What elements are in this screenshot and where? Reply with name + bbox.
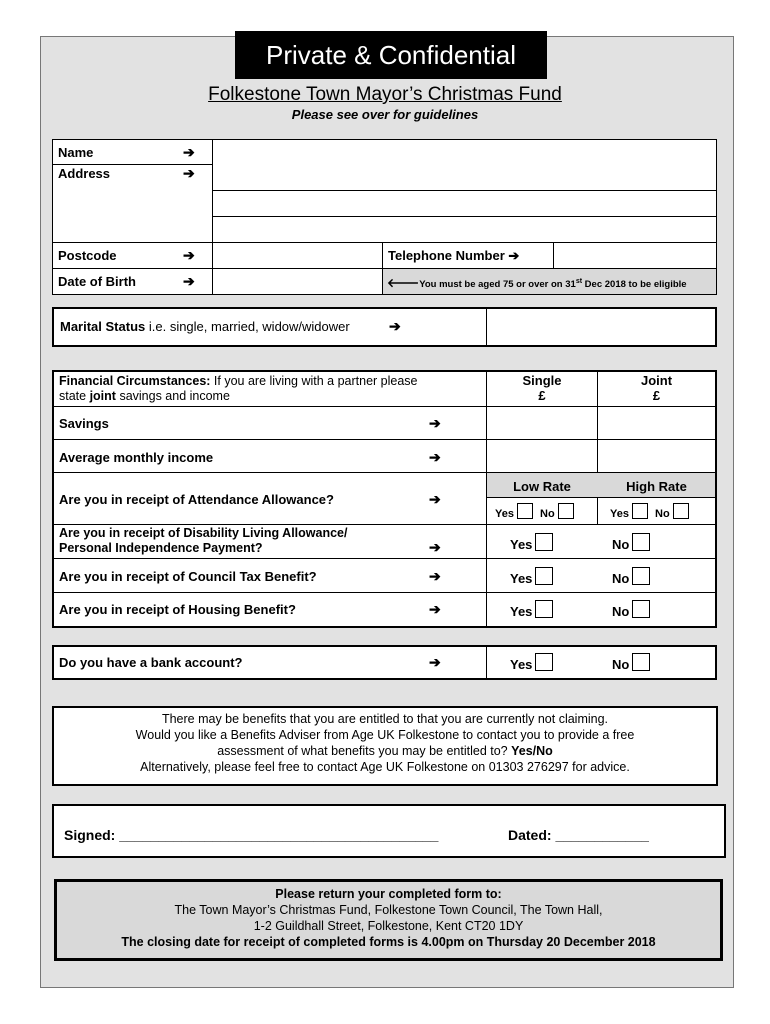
income-label: Average monthly income bbox=[59, 450, 214, 465]
income-single-field[interactable] bbox=[488, 440, 596, 472]
confidential-banner: Private & Confidential bbox=[235, 31, 547, 79]
bank-arrow-icon: ➔ bbox=[429, 654, 441, 670]
guidelines-note: Please see over for guidelines bbox=[291, 107, 479, 122]
bank-yes-checkbox[interactable] bbox=[535, 653, 553, 671]
marital-status-label: Marital Status i.e. single, married, widow/widower bbox=[60, 319, 350, 334]
marital-status-field[interactable] bbox=[488, 310, 714, 344]
address-field-line-3[interactable] bbox=[213, 217, 716, 242]
housing-yes-checkbox[interactable] bbox=[535, 600, 553, 618]
savings-label: Savings bbox=[59, 416, 109, 431]
council-tax-label: Are you in receipt of Council Tax Benefit? bbox=[59, 569, 317, 584]
housing-no-checkbox[interactable] bbox=[632, 600, 650, 618]
address-label: Address bbox=[58, 166, 111, 181]
telephone-label: Telephone Number ➔ bbox=[388, 248, 520, 263]
attendance-low-no-checkbox[interactable] bbox=[558, 503, 574, 519]
council-tax-arrow-icon: ➔ bbox=[429, 568, 441, 584]
postcode-label: Postcode bbox=[58, 248, 117, 263]
dla-pip-label: Are you in receipt of Disability Living Allowance/ Personal Independence Payment? bbox=[59, 526, 348, 555]
dla-arrow-icon: ➔ bbox=[429, 539, 441, 555]
savings-joint-field[interactable] bbox=[599, 407, 714, 439]
single-column-header: Single £ bbox=[522, 373, 562, 403]
return-info-text: Please return your completed form to: The Town Mayor’s Christmas Fund, Folkestone Town Council, The Town Hall, 1-2 Guildhall Street, Folkestone, Kent CT20 1DY The closing date for receipt of completed forms is 4.00pm on Thursday 20 December 2018 bbox=[57, 886, 720, 950]
attendance-low-yes-checkbox[interactable] bbox=[517, 503, 533, 519]
council-tax-no-checkbox[interactable] bbox=[632, 567, 650, 585]
fund-title: Folkestone Town Mayor’s Christmas Fund bbox=[208, 84, 562, 105]
name-field[interactable] bbox=[213, 140, 716, 164]
address-field-line-1[interactable] bbox=[213, 165, 716, 190]
joint-column-header: Joint £ bbox=[640, 373, 673, 403]
financial-heading: Financial Circumstances: If you are living with a partner please state joint savings and income bbox=[59, 374, 418, 403]
name-label: Name bbox=[58, 145, 94, 160]
name-arrow-icon: ➔ bbox=[183, 144, 195, 160]
dob-label: Date of Birth bbox=[58, 274, 136, 289]
low-rate-header: Low Rate bbox=[513, 479, 571, 494]
benefits-adviser-text: There may be benefits that you are entitled to that you are currently not claiming. Would you like a Benefits Adviser from Age UK Folkestone to contact you to provide a free assessment of what benefits you may be entitled to? Yes/No Alternatively, please feel free to contact Age UK Folkestone on 01303 276297 for advice. bbox=[135, 712, 635, 774]
closing-date: The closing date for receipt of completed forms is 4.00pm on Thursday 20 December 2018 bbox=[121, 935, 656, 949]
bank-account-label: Do you have a bank account? bbox=[59, 655, 243, 670]
address-arrow-icon: ➔ bbox=[183, 165, 195, 181]
attendance-high-yes-checkbox[interactable] bbox=[632, 503, 648, 519]
housing-arrow-icon: ➔ bbox=[429, 601, 441, 617]
signed-field[interactable]: Signed: _________________________________________ bbox=[64, 827, 439, 843]
address-field-line-2[interactable] bbox=[213, 191, 716, 216]
dla-yes-checkbox[interactable] bbox=[535, 533, 553, 551]
savings-single-field[interactable] bbox=[488, 407, 596, 439]
dla-no-checkbox[interactable] bbox=[632, 533, 650, 551]
left-arrow-icon: 🡐 bbox=[387, 276, 420, 290]
dob-field[interactable] bbox=[213, 269, 382, 294]
marital-arrow-icon: ➔ bbox=[389, 318, 401, 334]
dob-arrow-icon: ➔ bbox=[183, 273, 195, 289]
income-joint-field[interactable] bbox=[599, 440, 714, 472]
dated-field[interactable]: Dated: ____________ bbox=[508, 827, 649, 843]
savings-arrow-icon: ➔ bbox=[429, 415, 441, 431]
attendance-arrow-icon: ➔ bbox=[429, 491, 441, 507]
attendance-high-no-checkbox[interactable] bbox=[673, 503, 689, 519]
attendance-allowance-label: Are you in receipt of Attendance Allowance? bbox=[59, 492, 334, 507]
income-arrow-icon: ➔ bbox=[429, 449, 441, 465]
bank-no-checkbox[interactable] bbox=[632, 653, 650, 671]
high-rate-header: High Rate bbox=[626, 479, 687, 494]
telephone-field[interactable] bbox=[554, 243, 716, 268]
age-eligibility-note: 🡐You must be aged 75 or over on 31st Dec 2018 to be eligible bbox=[387, 276, 687, 290]
postcode-arrow-icon: ➔ bbox=[183, 247, 195, 263]
council-tax-yes-checkbox[interactable] bbox=[535, 567, 553, 585]
postcode-field[interactable] bbox=[213, 243, 382, 268]
housing-benefit-label: Are you in receipt of Housing Benefit? bbox=[59, 602, 296, 617]
benefits-yes-no-option[interactable]: Yes/No bbox=[511, 744, 553, 758]
